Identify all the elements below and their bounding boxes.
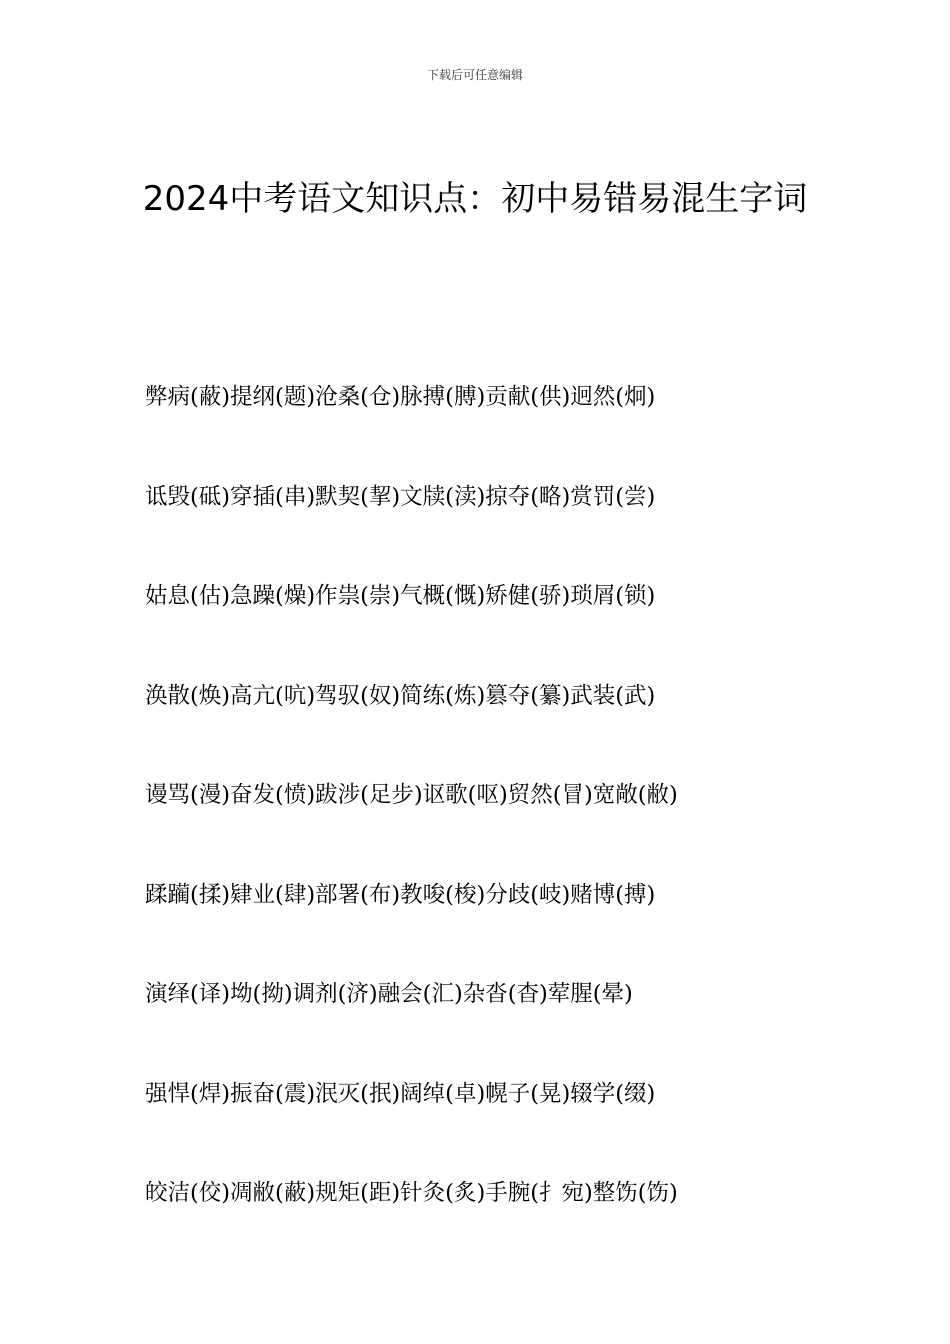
word-line: 谩骂(漫)奋发(愤)跋涉(足步)讴歌(呕)贸然(冒)宽敞(敝) [145, 782, 678, 808]
word-line: 涣散(焕)高亢(吭)驾驭(奴)简练(炼)篡夺(纂)武装(武) [145, 682, 656, 709]
header-note: 下载后可任意编辑 [426, 68, 523, 82]
document-title: 2024中考语文知识点：初中易错易混生字词 [142, 179, 808, 219]
word-line: 姑息(估)急躁(燥)作祟(崇)气概(慨)矫健(骄)琐屑(锁) [145, 583, 656, 609]
word-line: 演绎(译)坳(拗)调剂(济)融会(汇)杂沓(杳)荤腥(晕) [145, 981, 633, 1007]
word-list [145, 380, 825, 1276]
word-line: 强悍(焊)振奋(震)泯灭(抿)阔绰(卓)幌子(晃)辍学(缀) [145, 1080, 656, 1107]
word-line: 诋毁(砥)穿插(串)默契(挈)文牍(渎)掠夺(略)赏罚(尝) [145, 483, 656, 510]
word-line: 弊病(蔽)提纲(题)沧桑(仓)脉搏(膊)贡献(供)迥然(炯) [145, 384, 656, 410]
word-line: 蹂躏(揉)肄业(肆)部署(布)教唆(梭)分歧(岐)赌博(搏) [145, 881, 656, 908]
word-line: 皎洁(佼)凋敝(蔽)规矩(距)针灸(炙)手腕(扌宛)整饬(饬) [145, 1180, 678, 1206]
